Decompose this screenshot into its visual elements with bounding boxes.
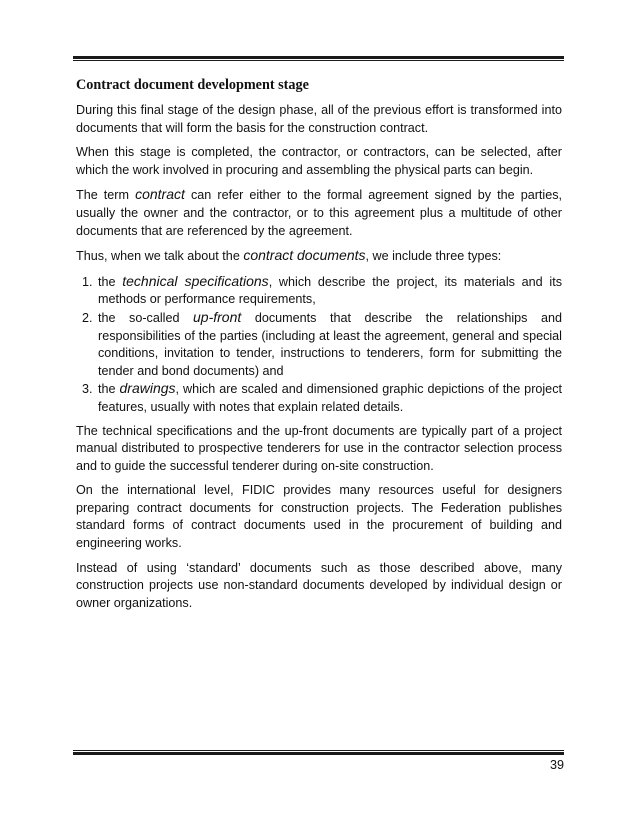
paragraph-5: The technical specifications and the up-front documents are typically part of a project manual distributed to prospective tenderers for use in the contractor selection process and to guide the successful tenderer during on-site construction. <box>76 423 562 473</box>
paragraph-6: On the international level, FIDIC provides many resources useful for designers preparing contract documents for construction projects. The Federation publishes standard forms of contract documents used in the procurement of building and engineering works. <box>76 483 562 551</box>
paragraph-4 <box>76 247 562 266</box>
header-rule <box>73 56 564 59</box>
list-item-before: the <box>98 382 120 397</box>
paragraph-1: During this final stage of the design phase, all of the previous effort is transformed into documents that will form the basis for the construction contract. <box>76 103 562 135</box>
paragraph-4-before: Thus, when we talk about the <box>76 249 244 264</box>
page-body <box>76 76 562 619</box>
paragraph-2: When this stage is completed, the contractor, or contractors, can be selected, after which the work involved in procuring and assembling the physical parts can begin. <box>76 145 562 177</box>
term-contract-documents: contract documents <box>243 247 366 264</box>
list-item <box>96 273 562 309</box>
footer-rule <box>73 752 564 755</box>
list-item-after: , which describe the project, its materials and its methods or performance requirements, <box>98 274 562 307</box>
paragraph-3-after: can refer either to the formal agreement signed by the parties, usually the owner and the contractor, or to this agreement plus a multitude of other documents that are referenced by the agreement. <box>76 188 562 238</box>
term-contract: contract <box>135 186 185 203</box>
document-types-list <box>76 273 562 417</box>
list-item-before: the so-called <box>98 310 194 325</box>
page-number: 39 <box>549 758 564 772</box>
paragraph-7: Instead of using ‘standard’ documents such as those described above, many construction projects use non-standard documents developed by individual design or owner organizations. <box>76 560 562 610</box>
footer-rule-thin <box>73 750 564 751</box>
list-item-after: documents that describe the relationships and responsibilities of the parties (including at least the agreement, general and special conditions, invitation to tender, instructions to tenderers, form for submitting the tender and bond documents) and <box>98 310 562 378</box>
term-up-front: up-front <box>193 308 242 325</box>
paragraph-4-after: , we include three types: <box>365 249 502 264</box>
list-item-before: the <box>98 274 123 289</box>
term-drawings: drawings <box>119 380 176 397</box>
list-item <box>96 309 562 380</box>
paragraph-3 <box>76 186 562 240</box>
section-heading: Contract document development stage <box>76 77 309 93</box>
list-item-after: , which are scaled and dimensioned graphic depictions of the project features, usually with notes that explain related details. <box>98 382 562 414</box>
header-rule-thin <box>73 60 564 61</box>
list-item <box>96 380 562 416</box>
paragraph-3-before: The term <box>76 188 136 203</box>
term-technical-specifications: technical specifications <box>122 272 269 289</box>
